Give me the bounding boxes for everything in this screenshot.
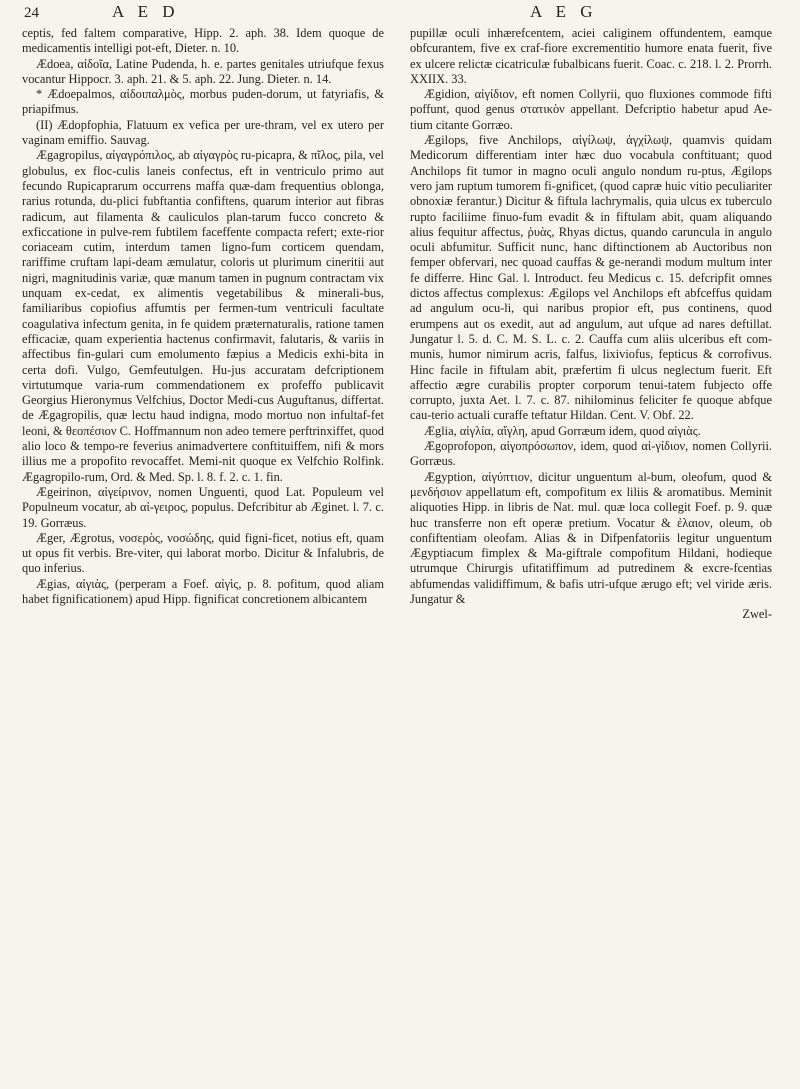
right-column-body: [410, 26, 772, 607]
right-column-entry: pupillæ oculi inhærefcentem, aciei caliginem offundentem, eamque obfcurantem, five ex craf-fiore excrementitio humore enata fuerit, five ex ulcere relictæ cicatriculæ fubalbicans fuerit. Coac. c. 218. l. 2. Prorrh. XXIIX. 33.: [410, 26, 772, 86]
left-column-entry: Ægagropilus, αἰγαγρόπιλος, ab αἰγαγρὸς ru-picapra, & πῖλος, pila, vel globulus, ex floc-culis laneis confectus, eft in ventriculo primo aut fecundo Rupicaprarum occurrens maffa quæ-dam frequentius oblonga, rarius rotunda, du-plici fubftantia confiftens, quarum interior aut fibras radicum, aut filamenta & cauliculos plan-tarum fucco concreto & exficcatione in pulve-rem fubtilem faceffente compacta refert; exte-rior coriaceam cutim, interdum tamen ligno-fum corticem quendam, rariffime cruftam lapi-deam æmulatur, coloris ut plurimum cineritii aut nigri, magnitudinis variæ, quæ manum tamen in pugnum contractam vix unquam ex-cedat, ex alimentis vegetabilibus & minerali-bus, familiaribus copiofius affumtis per fermen-tum ventriculi facultate coagulativa infectum genita, in fe quidem præternaturalis, ratione tamen efficaciæ, quam experientia hactenus confirmavit, falutaris, & variis in affectibus fin-gulari cum emolumento fæpius a Medicis exhi-bita in certa dofi. Vulgo, Gemfeutulgen. Hu-jus accuratam defcriptionem virtutumque varia-rum commendationem ex profeffo publicavit Georgius Hieronymus Velfchius, Doctor Medi-cus Auguftanus, differtat. de Ægagropilis, quæ lectu haud indigna, modo mortuo non infultaf-fet leoni, & θεοπέσιον C. Hoffmannum non adeo temere perftrinxiffet, quod alio loco & tempo-re feverius animadvertere conftituiffem, nifi & mors illius me a propofito revocaffet. Memi-nit quoque ex Velfchio Rolfink. Ægagropilo-rum, Ord. & Med. Sp. l. 8. f. 2. c. 1. fin.: [22, 148, 384, 484]
right-running-head: A E G: [530, 2, 598, 21]
left-running-head: A E D: [112, 2, 180, 21]
right-column: [410, 26, 772, 623]
right-column-entry: Ægilops, five Anchilops, αἰγίλωψ, ἀγχίλωψ, quamvis quidam Medicorum differentiam inter hæc duo vocabula conftituant; quod Anchilops fit tumor in magno oculi angulo nondum ru-ptus, Ægilops vero jam ruptum tumorem fi-gnificet, (quod capræ huic vitio peculiariter obnoxiæ ferantur.) Dicitur & fiftula lachrymalis, quia ulcus ex tuberculo rupto faciliime finuo-fum evadit & in fiftulam abit, quam aliquando alius fequitur affectus, ῥυὰς, Rhyas dictus, quando caruncula in angulo oculi abfumitur. Sufficit nunc, hanc diftinctionem ab Auctoribus non femper obfervari, nec quoad cauffas & ge-nerandi modum multum inter fe differre. Hinc Gal. l. Introduct. feu Medicus c. 15. defcripfit omnes dictos affectus complexus: Ægilops vel Anchilops eft abfceffus quidam ad angulum ocu-li, qui naribus propior eft, pus continens, quod erumpens aut os exedit, aut ad angulum, aut ufque ad nares deftillat. Jungatur l. 5. d. C. M. S. L. c. 2. Cauffa cum aliis ulceribus eft com-munis, humor nimirum acris, falfus, lixiviofus, fepticus & corrofivus. Hinc facile in fiftulam abit, præfertim fi ulcus neglectum fuerit. Eft affectio ægre curabilis propter corporum tenui-tatem fubjecto offe corrupto, juxta Aet. l. 7. c. 87. nihilominus feliciter fe quoque abfque cau-terio actuali curaffe teftatur Hildan. Cent. V. Obf. 22.: [410, 133, 772, 423]
left-column-entry: ceptis, fed faltem comparative, Hipp. 2. aph. 38. Idem quoque de medicamentis intelligi pot-eft, Dieter. n. 10.: [22, 26, 384, 56]
left-column-entry: Ægias, αἰγιὰς, (perperam a Foef. αἰγὶς, p. 8. pofitum, quod aliam habet fignificationem) apud Hipp. fignificat concretionem albicantem: [22, 576, 384, 606]
right-column-entry: Æglia, αἰγλία, αἴγλη, apud Gorræum idem, quod αἰγιὰς.: [424, 423, 701, 438]
page-number: 24: [24, 5, 39, 21]
catchword: Zwel-: [742, 607, 772, 622]
right-column-entry: Ægoprofopon, αἰγοπρόσωπον, idem, quod αἰ-γίδιον, nomen Collyrii. Gorræus.: [410, 439, 772, 469]
right-column-entry: Ægidion, αἰγίδιον, eft nomen Collyrii, quo fluxiones commode fifti poffunt, quod genus στατικὸν appellant. Defcriptio habetur apud Ae-tium citante Gorræo.: [410, 87, 772, 132]
left-column-entry: Æger, Ægrotus, νοσερὸς, νοσώδης, quid figni-ficet, notius eft, quam ut opus fit verbis. Bre-viter, qui laborat morbo. Dicitur & Infalubris, de quo inferius.: [22, 530, 384, 576]
text-columns: [22, 26, 772, 623]
left-column-entry: * Ædoepalmos, αἰδοιπαλμὸς, morbus puden-dorum, ut fatyriafis, & priapifmus.: [22, 87, 384, 117]
left-column-entry: (II) Ædopfophia, Flatuum ex vefica per ure-thram, vel ex utero per vaginam emiffio. Sauvag.: [22, 117, 384, 148]
left-column: [22, 26, 384, 623]
left-column-entry: Ædoea, αἰδοῖα, Latine Pudenda, h. e. partes genitales utriufque fexus vocantur Hippocr. 3. aph. 21. & 5. aph. 22. Jung. Dieter. n. 14.: [22, 56, 384, 86]
running-head: [22, 2, 772, 26]
left-column-entry: Ægeirinon, αἰγείρινον, nomen Unguenti, quod Lat. Populeum vel Populneum vocatur, ab αἰ-γειρος, populus. Defcribitur ab Æginet. l. 7. c. 19. Gorræus.: [22, 484, 384, 530]
right-column-entry: Ægyption, αἰγύπτιον, dicitur unguentum al-bum, oleofum, quod & μενδήσιον appellatum eft, compofitum ex liliis & aromatibus. Meminit aliquoties Hipp. in libris de Nat. mul. quæ loca collegit Foef. p. 9. quæ huc transferre non eft operæ pretium. Vocatur & ἐλαιον, oleum, ob confiftentiam oleofam. Alias & in Difpenfatoriis legitur unguentum Ægyptiacum fimplex & Ma-giftrale compofitum Hildani, hodieque utrumque Chirurgis ufitatiffimum ad putredinem & excre-fcentias abfumendas validiffimum, & bafis utri-ufque ærugo eft; vel viride æris. Jungatur &: [410, 469, 772, 606]
